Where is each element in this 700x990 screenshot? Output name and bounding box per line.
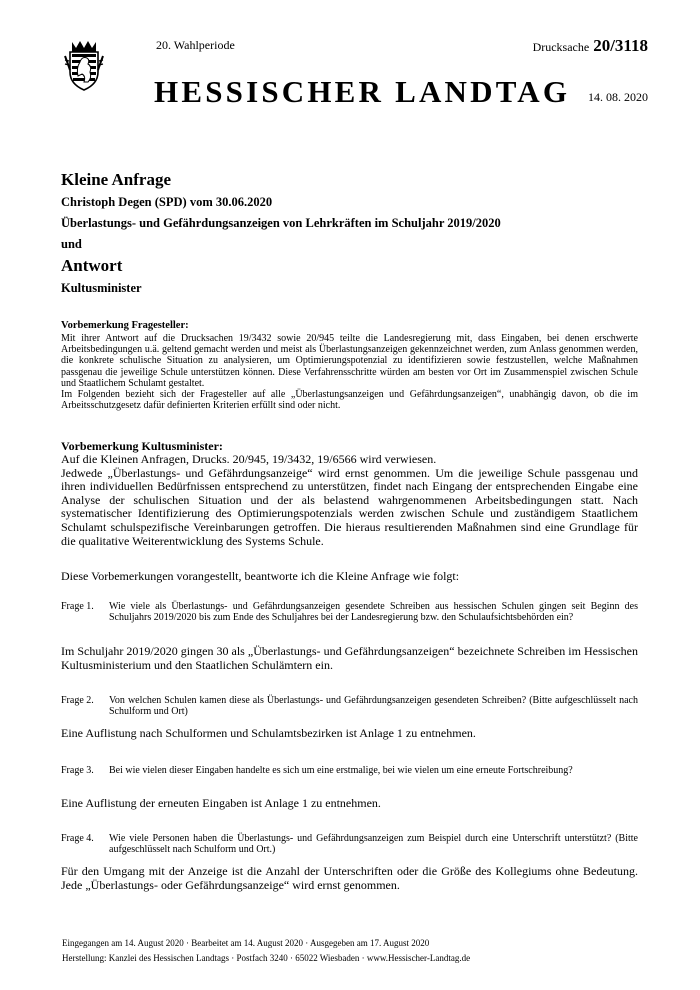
question-label: Frage 2.: [61, 695, 94, 706]
inquiry-type: Kleine Anfrage: [61, 170, 172, 189]
hesse-coat-of-arms-icon: [62, 38, 106, 92]
question-text: Bei wie vielen dieser Eingaben handelte es sich um eine erstmalige, bei wie vielen um eine erneute Fortschreibung?: [109, 765, 573, 776]
and-label: und: [61, 237, 82, 251]
document-date: 14. 08. 2020: [588, 90, 648, 104]
question-3: [61, 765, 638, 776]
legislative-period: 20. Wahlperiode: [156, 38, 235, 52]
footer-publisher: Herstellung: Kanzlei des Hessischen Landtags · Postfach 3240 · 65022 Wiesbaden · www.Hessischer-Landtag.de: [62, 953, 471, 963]
question-2: [61, 695, 638, 718]
answer-3: Eine Auflistung der erneuten Eingaben ist Anlage 1 zu entnehmen.: [61, 796, 381, 810]
paragraph: Auf die Kleinen Anfragen, Drucks. 20/945, 19/3432, 19/6566 wird verwiesen.: [61, 452, 437, 466]
question-text: Wie viele Personen haben die Überlastungs- und Gefährdungsanzeigen zum Beispiel durch eine Unterschrift unterstützt? (Bitte aufgeschlüsselt nach Schulform und Ort.): [109, 833, 638, 856]
preliminary-remark-questioner-title: Vorbemerkung Fragesteller:: [61, 320, 189, 331]
document-number-label: Drucksache: [532, 40, 590, 54]
inquiry-author: Christoph Degen (SPD) vom 30.06.2020: [61, 195, 273, 209]
ministry-name: Kultusminister: [61, 281, 142, 295]
question-text: Von welchen Schulen kamen diese als Überlastungs- und Gefährdungsanzeigen gesendeten Schreiben? (Bitte aufgeschlüsselt nach Schulform und Ort): [109, 695, 638, 718]
answer-4: Für den Umgang mit der Anzeige ist die Anzahl der Unterschriften oder die Größe des Kollegiums ohne Bedeutung. Jede „Überlastungs- oder Gefährdungsanzeige“ wird ernst genommen.: [61, 864, 638, 892]
answer-1: Im Schuljahr 2019/2020 gingen 30 als „Überlastungs- und Gefährdungsanzeigen“ bezeichnete Schreiben im Hessischen Kultusministerium und den Staatlichen Schulämtern ein.: [61, 644, 638, 672]
answer-2: Eine Auflistung nach Schulformen und Schulamtsbezirken ist Anlage 1 zu entnehmen.: [61, 726, 476, 740]
document-number-value: 20/3118: [593, 36, 648, 55]
question-label: Frage 1.: [61, 601, 94, 612]
paragraph: Jedwede „Überlastungs- und Gefährdungsanzeige“ wird ernst genommen. Um die jeweilige Schule passgenau und ihren individuellen Bedürfnissen entsprechend zu unterstützen, findet nach Eingang der entsprechenden Eingabe eine Analyse der schulischen Situation und der als belastend wahrgenommenen Arbeitsbedingungen statt. Nach systematischer Identifizierung des Optimierungspotenzials werden zwischen Schule und zuständigem Staatlichem Schulamt schulspezifische Vereinbarungen getroffen. Die hieraus resultierenden Maßnahmen sind eine Grundlage für die qualitative Weiterentwicklung des Systems Schule.: [61, 465, 638, 548]
answer-label: Antwort: [61, 256, 123, 275]
preliminary-remark-questioner-body: [61, 333, 638, 411]
question-label: Frage 4.: [61, 833, 94, 844]
question-label: Frage 3.: [61, 765, 94, 776]
institution-title: HESSISCHER LANDTAG: [154, 74, 571, 109]
document-number: [533, 36, 648, 56]
question-1: [61, 601, 638, 624]
intro-sentence: Diese Vorbemerkungen vorangestellt, beantworte ich die Kleine Anfrage wie folgt:: [61, 569, 460, 583]
footer-dates: Eingegangen am 14. August 2020 · Bearbeitet am 14. August 2020 · Ausgegeben am 17. August 2020: [62, 938, 430, 948]
inquiry-subject: Überlastungs- und Gefährdungsanzeigen von Lehrkräften im Schuljahr 2019/2020: [61, 216, 501, 230]
paragraph: Mit ihrer Antwort auf die Drucksachen 19/3432 sowie 20/945 teilte die Landesregierung mit, dass Eingaben, bei denen erschwerte Arbeitsbedingungen u.ä. geltend gemacht werden und meist als Überlastungsanzeigen gekennzeichnet werden, zum Anlass genommen werden, die konkrete schulische Situation zu analysieren, um Optimierungspotenzial zu identifizieren sowie festzustellen, welche Maßnahmen passgenau die jeweilige Schule unterstützen können. Diese Verfahrensschritte würden am besten vor Ort im Zusammenspiel zwischen Schule und Staatlichem Schulamt gestaltet.: [61, 333, 638, 389]
paragraph: Im Folgenden bezieht sich der Fragesteller auf alle „Überlastungsanzeigen und Gefährdungsanzeigen“, unabhängig davon, ob die im Arbeitsschutzgesetz dafür definierten Kriterien erfüllt sind oder nicht.: [61, 389, 638, 412]
question-4: [61, 833, 638, 856]
preliminary-remark-minister-title: Vorbemerkung Kultusminister:: [61, 439, 223, 453]
preliminary-remark-minister-body: [61, 453, 638, 548]
title-block: [61, 170, 651, 296]
question-text: Wie viele als Überlastungs- und Gefährdungsanzeigen gesendete Schreiben aus hessischen Schulen gingen seit Beginn des Schuljahrs 2019/2020 bis zum Ende des Schuljahres bei der Landesregierung bzw. den Schulaufsichtsbehörden ein?: [109, 601, 638, 624]
